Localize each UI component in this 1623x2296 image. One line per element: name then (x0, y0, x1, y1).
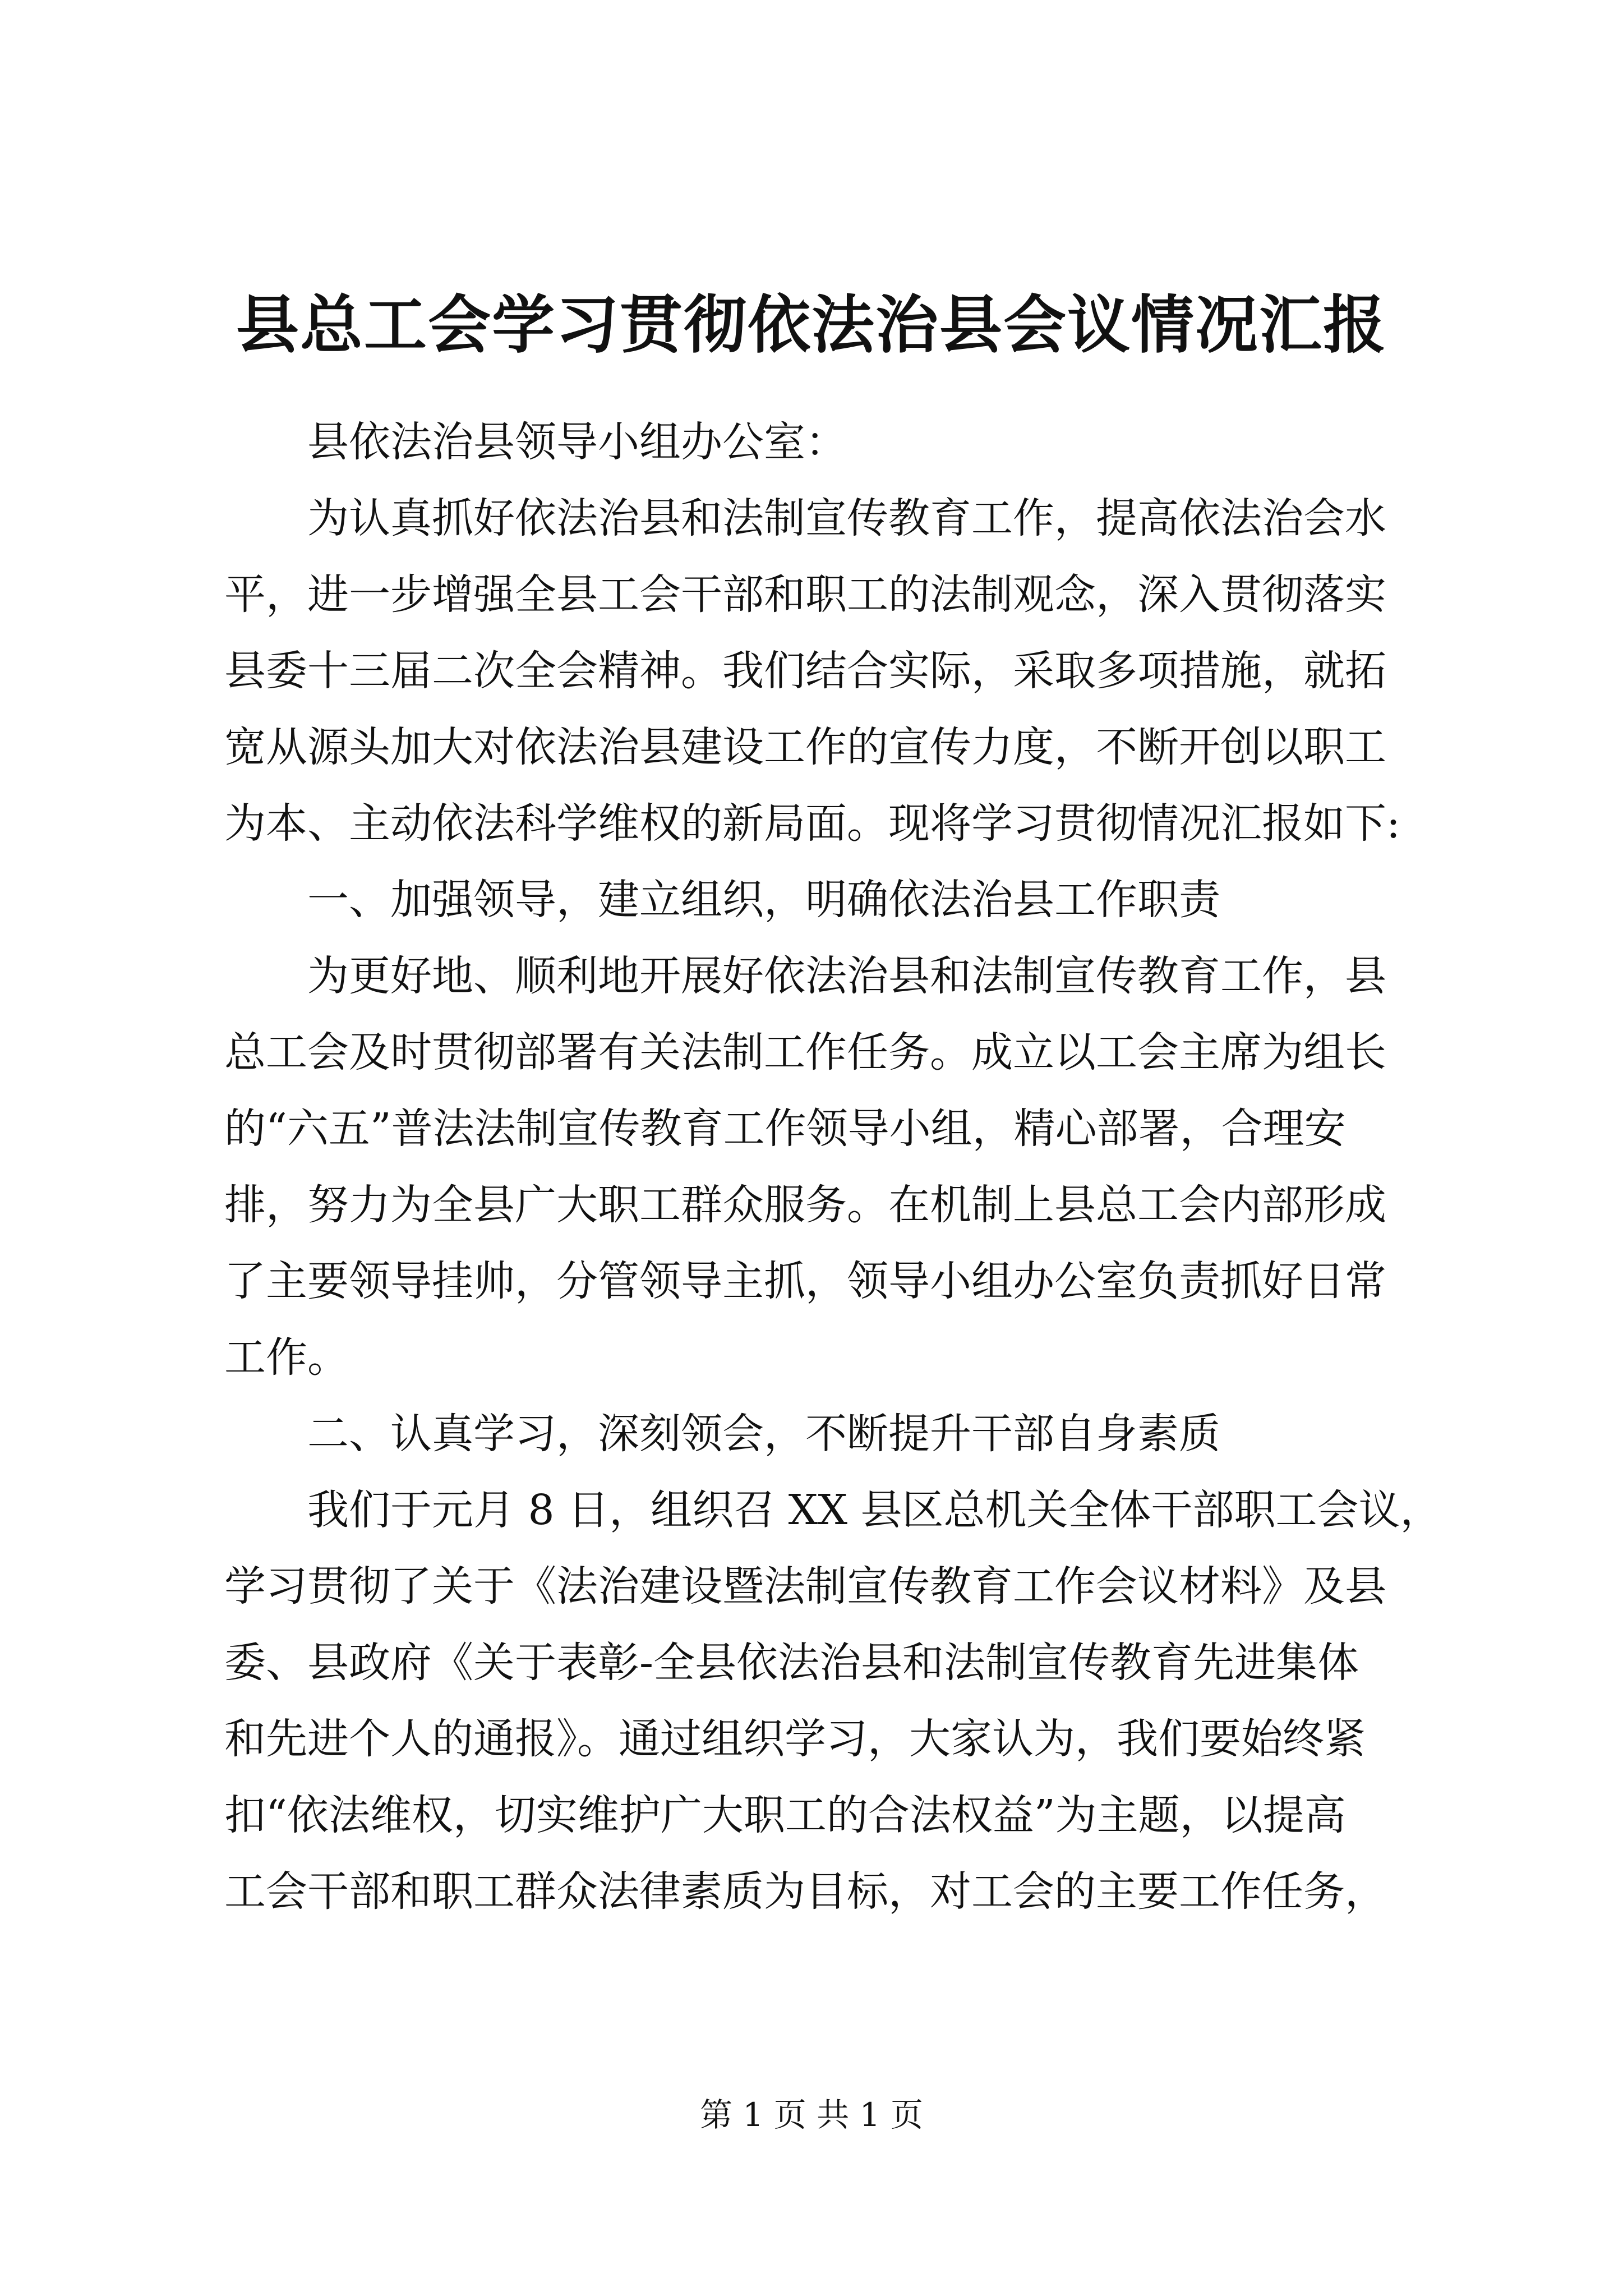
paragraph-line: 我们于元月 8 日，组织召 XX 县区总机关全体干部职工会议， (307, 1486, 1442, 1534)
paragraph-line: 为认真抓好依法治县和法制宣传教育工作，提高依法治会水 (307, 494, 1386, 542)
page-number-footer: 第 1 页 共 1 页 (700, 2096, 923, 2134)
paragraph-line: 学习贯彻了关于《法治建设暨法制宣传教育工作会议材料》及县 (224, 1562, 1386, 1611)
paragraph-line: 扣“依法维权，切实维护广大职工的合法权益”为主题，以提高 (224, 1791, 1346, 1839)
paragraph-line: 县委十三届二次全会精神。我们结合实际，采取多项措施，就拓 (224, 647, 1386, 695)
paragraph-line: 的“六五”普法法制宣传教育工作领导小组，精心部署，合理安 (224, 1105, 1346, 1153)
paragraph-line: 为更好地、顺利地开展好依法治县和法制宣传教育工作，县 (307, 952, 1386, 1000)
paragraph-line: 工作。 (224, 1333, 349, 1382)
paragraph-line: 了主要领导挂帅，分管领导主抓，领导小组办公室负责抓好日常 (224, 1257, 1386, 1305)
document-title: 县总工会学习贯彻依法治县会议情况汇报 (236, 288, 1387, 362)
salutation-line: 县依法治县领导小组办公室： (307, 418, 847, 466)
paragraph-line: 总工会及时贯彻部署有关法制工作任务。成立以工会主席为组长 (224, 1028, 1386, 1076)
paragraph-line: 排，努力为全县广大职工群众服务。在机制上县总工会内部形成 (224, 1181, 1386, 1229)
paragraph-line: 工会干部和职工群众法律素质为目标，对工会的主要工作任务， (224, 1867, 1386, 1916)
paragraph-line: 委、县政府《关于表彰-全县依法治县和法制宣传教育先进集体 (224, 1639, 1359, 1687)
document-body (224, 404, 1442, 1930)
paragraph-line: 宽从源头加大对依法治县建设工作的宣传力度，不断开创以职工 (224, 723, 1386, 771)
paragraph-line: 和先进个人的通报》。通过组织学习，大家认为，我们要始终紧 (224, 1715, 1366, 1763)
paragraph-line: 平，进一步增强全县工会干部和职工的法制观念，深入贯彻落实 (224, 570, 1386, 619)
section-heading-2: 二、认真学习，深刻领会，不断提升干部自身素质 (307, 1410, 1220, 1458)
section-heading-1: 一、加强领导，建立组织，明确依法治县工作职责 (307, 876, 1220, 924)
paragraph-line: 为本、主动依法科学维权的新局面。现将学习贯彻情况汇报如下: (224, 799, 1400, 848)
